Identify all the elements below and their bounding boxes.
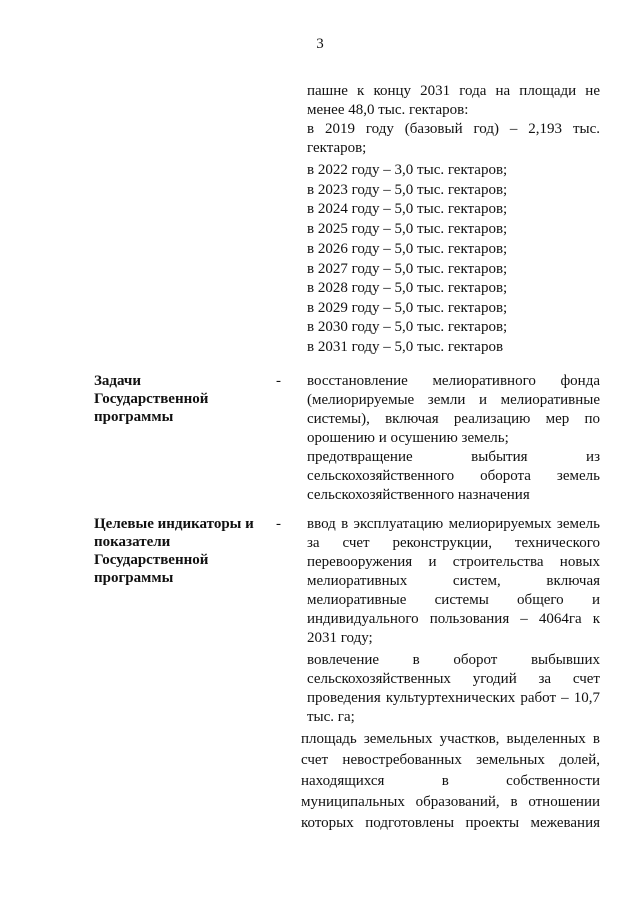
section-label: программы [94,570,174,586]
text-line: в 2028 году – 5,0 тыс. гектаров; [307,280,508,296]
text-line: в 2026 году – 5,0 тыс. гектаров; [307,241,508,257]
text-line: восстановление мелиоративного фонда [307,373,600,389]
section-label: программы [94,409,174,425]
text-line: 2031 году; [307,630,373,646]
text-line: индивидуального пользования – 4064га к [307,611,600,627]
text-line: в 2019 году (базовый год) – 2,193 тыс. [307,121,600,137]
separator-dash: - [276,516,281,532]
text-line: муниципальных образований, в отношении [301,794,600,810]
text-line: в 2029 году – 5,0 тыс. гектаров; [307,300,508,316]
text-line: системы), включая реализацию мер по [307,411,600,427]
text-line: тыс. га; [307,709,355,725]
text-line: сельскохозяйственных угодий за счет [307,671,600,687]
text-line: предотвращение выбытия из [307,449,600,465]
text-line: площадь земельных участков, выделенных в [301,731,600,747]
text-line: в 2031 году – 5,0 тыс. гектаров [307,339,504,355]
section-label: Задачи [94,373,142,389]
text-line: орошению и осушению земель; [307,430,509,446]
section-label: Государственной [94,552,209,568]
text-line: которых подготовлены проекты межевания [301,815,600,831]
text-line: в 2027 году – 5,0 тыс. гектаров; [307,261,508,277]
text-line: менее 48,0 тыс. гектаров: [307,102,469,118]
text-line: за счет реконструкции, технического [307,535,600,551]
text-line: мелиоративных систем, включая [307,573,600,589]
text-line: в 2023 году – 5,0 тыс. гектаров; [307,182,508,198]
text-line: гектаров; [307,140,367,156]
text-line: мелиоративные системы общего и [307,592,600,608]
section-label: показатели [94,534,171,550]
separator-dash: - [276,373,281,389]
text-line: в 2022 году – 3,0 тыс. гектаров; [307,162,508,178]
text-line: перевооружения и строительства новых [307,554,600,570]
text-line: в 2025 году – 5,0 тыс. гектаров; [307,221,508,237]
section-label: Государственной [94,391,209,407]
text-line: сельскохозяйственного оборота земель [307,468,600,484]
text-line: ввод в эксплуатацию мелиорируемых земель [307,516,600,532]
text-line: счет невостребованных земельных долей, [301,752,600,768]
text-line: находящихся в собственности [301,773,600,789]
text-line: в 2030 году – 5,0 тыс. гектаров; [307,319,508,335]
text-line: пашне к концу 2031 года на площади не [307,83,600,99]
text-line: проведения культуртехнических работ – 10,7 [307,690,600,706]
text-line: вовлечение в оборот выбывших [307,652,600,668]
text-line: (мелиорируемые земли и мелиоративные [307,392,600,408]
text-line: сельскохозяйственного назначения [307,487,530,503]
page-number: 3 [316,36,324,52]
text-line: в 2024 году – 5,0 тыс. гектаров; [307,201,508,217]
section-label: Целевые индикаторы и [94,516,254,532]
